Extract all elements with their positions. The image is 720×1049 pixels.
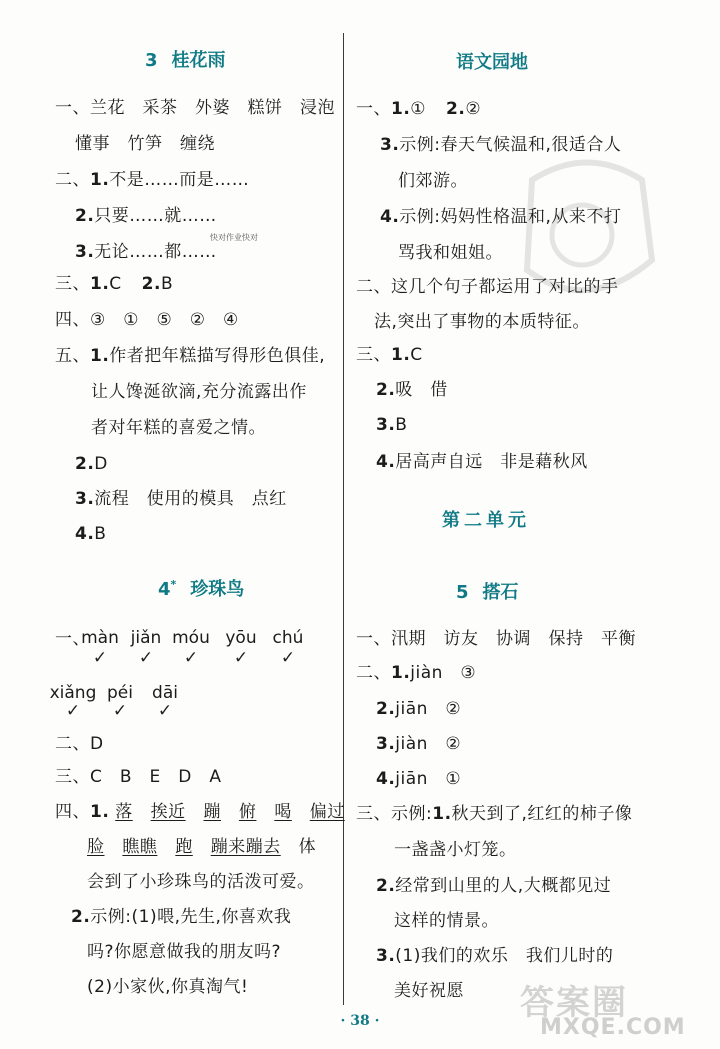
pinyin-item: dāi xyxy=(152,683,178,703)
a-q1-line-4: 4.示例:妈妈性格温和,从来不打 xyxy=(380,207,622,227)
a-q2-line-1: 二、这几个句子都运用了对比的手 xyxy=(356,277,619,297)
q5-line-3: 者对年糕的喜爱之情。 xyxy=(91,418,266,438)
check-icon: ✓ xyxy=(92,648,108,668)
sec4-q2-line: 二、D xyxy=(55,734,104,754)
a-q1-line-1: 一、1.① 2.② xyxy=(356,99,482,119)
s5-q3-line-5: 3.(1)我们的欢乐 我们儿时的 xyxy=(376,946,614,966)
sec4-q3-line: 三、C B E D A xyxy=(55,767,222,787)
s5-q2-line-4: 4.jiān ① xyxy=(376,769,462,789)
check-icon: ✓ xyxy=(112,701,128,721)
section-3-title: 3 桂花雨 xyxy=(145,50,226,71)
section-5-title: 5 搭石 xyxy=(456,582,519,603)
check-icon: ✓ xyxy=(65,701,81,721)
s5-q1-line: 一、汛期 访友 协调 保持 平衡 xyxy=(356,629,636,649)
watermark-mini-text: 快对作业快对 xyxy=(210,233,258,242)
q1-line-2: 懂事 竹笋 缠绕 xyxy=(75,134,215,154)
q2-line-1: 二、1.不是……而是…… xyxy=(55,170,250,190)
section-yuwen-title: 语文园地 xyxy=(456,52,528,73)
pinyin-item: màn xyxy=(81,628,119,648)
check-icon: ✓ xyxy=(183,648,199,668)
pinyin-row-2 xyxy=(49,683,340,733)
watermark-site-text: 答案圈 xyxy=(520,983,628,1023)
s5-q3-line-1: 三、示例:1.秋天到了,红红的柿子像 xyxy=(356,804,633,824)
sec4-q4-line-5: 吗?你愿意做我的朋友吗? xyxy=(87,942,282,962)
sec4-q4-line-4: 2.示例:(1)喂,先生,你喜欢我 xyxy=(71,907,292,927)
sec4-q1-label: 一、 xyxy=(55,629,90,649)
pinyin-item: chú xyxy=(272,628,304,648)
q5-line-1: 五、1.作者把年糕描写得形色俱佳, xyxy=(55,346,326,366)
check-icon: ✓ xyxy=(280,648,296,668)
sec4-q4-line-1: 四、1. 落 挨近 蹦 俯 喝 偏过 xyxy=(55,802,345,822)
q5-line-2: 让人馋涎欲滴,充分流露出作 xyxy=(91,382,307,402)
pinyin-item: yōu xyxy=(225,628,257,648)
q3-line: 三、1.C 2.B xyxy=(55,274,174,294)
pinyin-item: xiǎng xyxy=(49,683,97,703)
section-4-title: 4* 珍珠鸟 xyxy=(158,578,245,600)
s5-q3-line-6: 美好祝愿 xyxy=(394,981,464,1001)
q4-line: 四、③ ① ⑤ ② ④ xyxy=(55,310,239,330)
s5-q3-line-3: 2.经常到山里的人,大概都见过 xyxy=(376,876,612,896)
a-q1-line-5: 骂我和姐姐。 xyxy=(398,243,503,263)
a-q3-line-2: 2.吸 借 xyxy=(376,380,448,400)
s5-q2-line-1: 二、1.jiàn ③ xyxy=(356,663,477,683)
a-q3-line-3: 3.B xyxy=(376,415,408,435)
s5-q2-line-2: 2.jiān ② xyxy=(376,699,462,719)
q5-line-6: 4.B xyxy=(75,524,107,544)
pinyin-item: móu xyxy=(172,628,210,648)
pinyin-item: jiǎn xyxy=(130,628,162,648)
q2-line-3: 3.无论……都…… xyxy=(75,242,217,262)
q1-line: 一、兰花 采茶 外婆 糕饼 浸泡 xyxy=(55,98,335,118)
q2-line-2: 2.只要……就…… xyxy=(75,206,217,226)
q5-line-4: 2.D xyxy=(75,454,108,474)
a-q3-line-4: 4.居高声自远 非是藉秋风 xyxy=(376,452,588,472)
q5-line-5: 3.流程 使用的模具 点红 xyxy=(75,489,287,509)
pinyin-row-1 xyxy=(55,628,340,688)
s5-q3-line-2: 一盏盏小灯笼。 xyxy=(394,840,517,860)
s5-q2-line-3: 3.jiàn ② xyxy=(376,734,462,754)
a-q1-line-2: 3.示例:春天气候温和,很适合人 xyxy=(380,135,622,155)
a-q1-line-3: 们郊游。 xyxy=(398,171,468,191)
pinyin-item: péi xyxy=(107,683,133,703)
a-q2-line-2: 法,突出了事物的本质特征。 xyxy=(374,312,590,332)
check-icon: ✓ xyxy=(233,648,249,668)
page-number: · 38 · xyxy=(340,1013,380,1029)
unit-2-title: 第二单元 xyxy=(442,510,530,531)
check-icon: ✓ xyxy=(138,648,154,668)
sec4-q4-line-6: (2)小家伙,你真淘气! xyxy=(87,977,249,997)
watermark-url-text: MXQE.COM xyxy=(540,1015,686,1040)
column-divider xyxy=(343,33,344,1005)
sec4-q4-line-2: 脸 瞧瞧 跑 蹦来蹦去 体 xyxy=(87,837,317,857)
sec4-q4-line-3: 会到了小珍珠鸟的活泼可爱。 xyxy=(87,872,315,892)
a-q3-line-1: 三、1.C xyxy=(356,345,423,365)
s5-q3-line-4: 这样的情景。 xyxy=(394,911,499,931)
check-icon: ✓ xyxy=(157,701,173,721)
